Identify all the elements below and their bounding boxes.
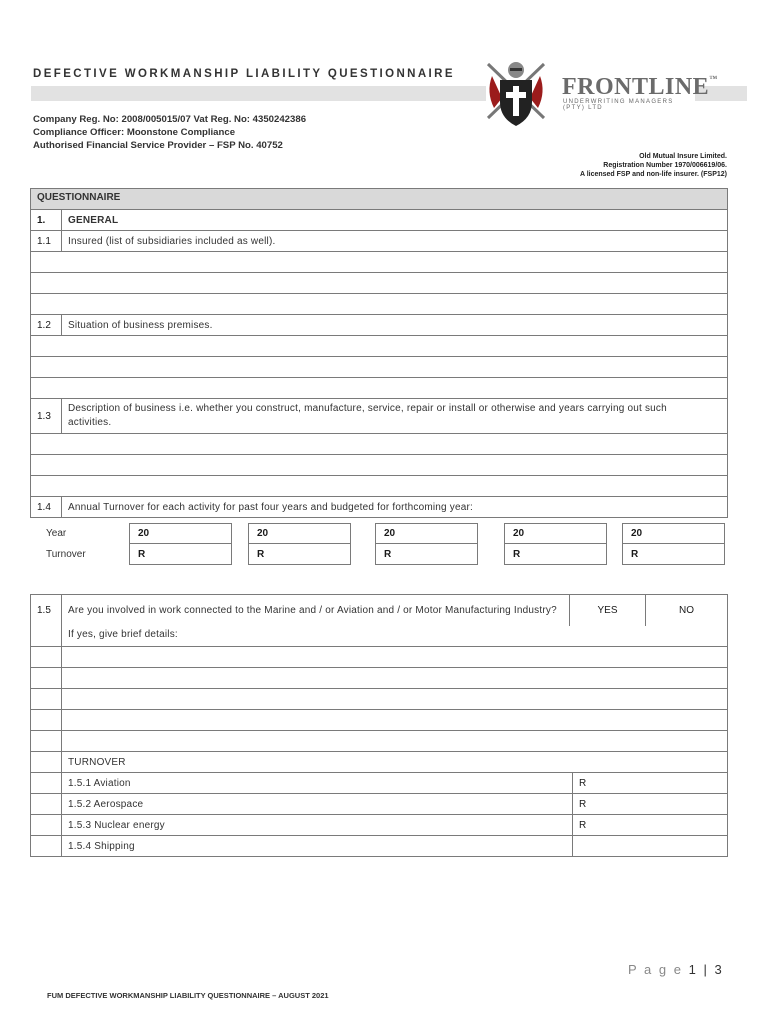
- turnover-field[interactable]: R: [138, 548, 146, 560]
- insurer-licence: A licensed FSP and non-life insurer. (FSP12): [579, 171, 727, 178]
- turnover-header-row: [31, 751, 727, 772]
- turnover-header: TURNOVER: [68, 756, 126, 768]
- answer-field-1-2-b[interactable]: [31, 356, 727, 377]
- answer-field-1-3-b[interactable]: [31, 454, 727, 475]
- year-field[interactable]: 20: [623, 524, 724, 544]
- questionnaire-header: QUESTIONNAIRE: [31, 189, 727, 209]
- answer-field-1-3-c[interactable]: [31, 475, 727, 496]
- page-separator: |: [703, 962, 709, 977]
- turnover-item-row: [31, 772, 727, 793]
- question-row-1-4: [31, 496, 727, 517]
- section-row: [31, 209, 727, 230]
- answer-field-1-1-a[interactable]: [31, 251, 727, 272]
- yes-option[interactable]: YES: [569, 595, 645, 626]
- page-total: 3: [714, 962, 724, 977]
- turnover-box-1[interactable]: [129, 523, 232, 565]
- insurer-registration: Registration Number 1970/006619/06.: [603, 162, 727, 169]
- no-option[interactable]: NO: [645, 595, 727, 626]
- company-reg-line: Company Reg. No: 2008/005015/07 Vat Reg. No: 4350242386: [33, 114, 307, 125]
- table-header-row: [31, 189, 727, 209]
- section-title: GENERAL: [68, 214, 119, 226]
- question-text: Situation of business premises.: [68, 319, 213, 331]
- question-number: 1.2: [31, 315, 62, 335]
- question-text: Description of business i.e. whether you construct, manufacture, service, repair or install or otherwise and years carrying out such activities.: [68, 403, 667, 428]
- turnover-item-row: [31, 793, 727, 814]
- question-number: 1.5: [31, 595, 62, 626]
- marine-aviation-table: [30, 594, 728, 857]
- turnover-field[interactable]: R: [257, 548, 265, 560]
- frontline-logo: [486, 58, 718, 130]
- page-current: 1: [688, 962, 698, 977]
- insurer-name: Old Mutual Insure Limited.: [639, 153, 727, 160]
- turnover-box-5[interactable]: [622, 523, 725, 565]
- turnover-box-4[interactable]: [504, 523, 607, 565]
- turnover-item-label: 1.5.3 Nuclear energy: [68, 819, 165, 831]
- year-field[interactable]: 20: [505, 524, 606, 544]
- answer-field-1-2-c[interactable]: [31, 377, 727, 398]
- answer-field-1-1-b[interactable]: [31, 272, 727, 293]
- details-label: If yes, give brief details:: [68, 629, 178, 640]
- turnover-item-label: 1.5.2 Aerospace: [68, 798, 144, 810]
- details-field-d[interactable]: [31, 709, 727, 730]
- question-number: 1.4: [31, 497, 62, 517]
- year-label: Year: [46, 528, 67, 539]
- question-number: 1.1: [31, 231, 62, 251]
- turnover-amount-field[interactable]: R: [572, 815, 727, 835]
- turnover-box-3[interactable]: [375, 523, 478, 565]
- trademark-symbol: ™: [709, 74, 718, 83]
- turnover-item-label: 1.5.4 Shipping: [68, 840, 135, 852]
- questionnaire-table: [30, 188, 728, 518]
- company-details: [33, 113, 306, 152]
- fsp-line: Authorised Financial Service Provider – FSP No. 40752: [33, 140, 283, 151]
- turnover-item-row: [31, 835, 727, 856]
- turnover-field[interactable]: R: [631, 548, 639, 560]
- details-row: [31, 626, 727, 646]
- year-field[interactable]: 20: [130, 524, 231, 544]
- details-field-b[interactable]: [31, 667, 727, 688]
- logo-wordmark: FRONTLINE: [562, 74, 710, 100]
- answer-field-1-1-c[interactable]: [31, 293, 727, 314]
- question-text: Insured (list of subsidiaries included as well).: [68, 235, 276, 247]
- turnover-amount-field[interactable]: [572, 836, 727, 856]
- logo-subtitle: UNDERWRITING MANAGERS (PTY) LTD: [563, 99, 674, 111]
- answer-field-1-2-a[interactable]: [31, 335, 727, 356]
- question-number: 1.3: [31, 399, 62, 433]
- page-label: P a g e: [628, 962, 683, 977]
- turnover-field[interactable]: R: [384, 548, 392, 560]
- details-field-a[interactable]: [31, 646, 727, 667]
- turnover-amount-field[interactable]: R: [572, 794, 727, 814]
- details-field-e[interactable]: [31, 730, 727, 751]
- title-underline-bar: [31, 86, 486, 101]
- turnover-item-row: [31, 814, 727, 835]
- document-footer: FUM DEFECTIVE WORKMANSHIP LIABILITY QUESTIONNAIRE – AUGUST 2021: [47, 991, 329, 1000]
- year-field[interactable]: 20: [249, 524, 350, 544]
- year-field[interactable]: 20: [376, 524, 477, 544]
- compliance-officer-line: Compliance Officer: Moonstone Compliance: [33, 127, 236, 138]
- turnover-box-2[interactable]: [248, 523, 351, 565]
- document-title: DEFECTIVE WORKMANSHIP LIABILITY QUESTIONNAIRE: [33, 68, 455, 80]
- question-row-1-2: [31, 314, 727, 335]
- question-text: Annual Turnover for each activity for past four years and budgeted for forthcoming year:: [68, 501, 474, 513]
- insurer-details: [580, 152, 727, 179]
- question-row-1-3: [31, 398, 727, 433]
- details-field-c[interactable]: [31, 688, 727, 709]
- page-number: [628, 962, 724, 977]
- turnover-field[interactable]: R: [513, 548, 521, 560]
- turnover-amount-field[interactable]: R: [572, 773, 727, 793]
- answer-field-1-3-a[interactable]: [31, 433, 727, 454]
- section-number: 1.: [31, 210, 62, 230]
- turnover-label: Turnover: [46, 549, 86, 560]
- turnover-item-label: 1.5.1 Aviation: [68, 777, 131, 789]
- question-row-1-1: [31, 230, 727, 251]
- question-text: Are you involved in work connected to the Marine and / or Aviation and / or Motor Manufacturing Industry?: [68, 604, 557, 616]
- question-row-1-5: [31, 595, 727, 626]
